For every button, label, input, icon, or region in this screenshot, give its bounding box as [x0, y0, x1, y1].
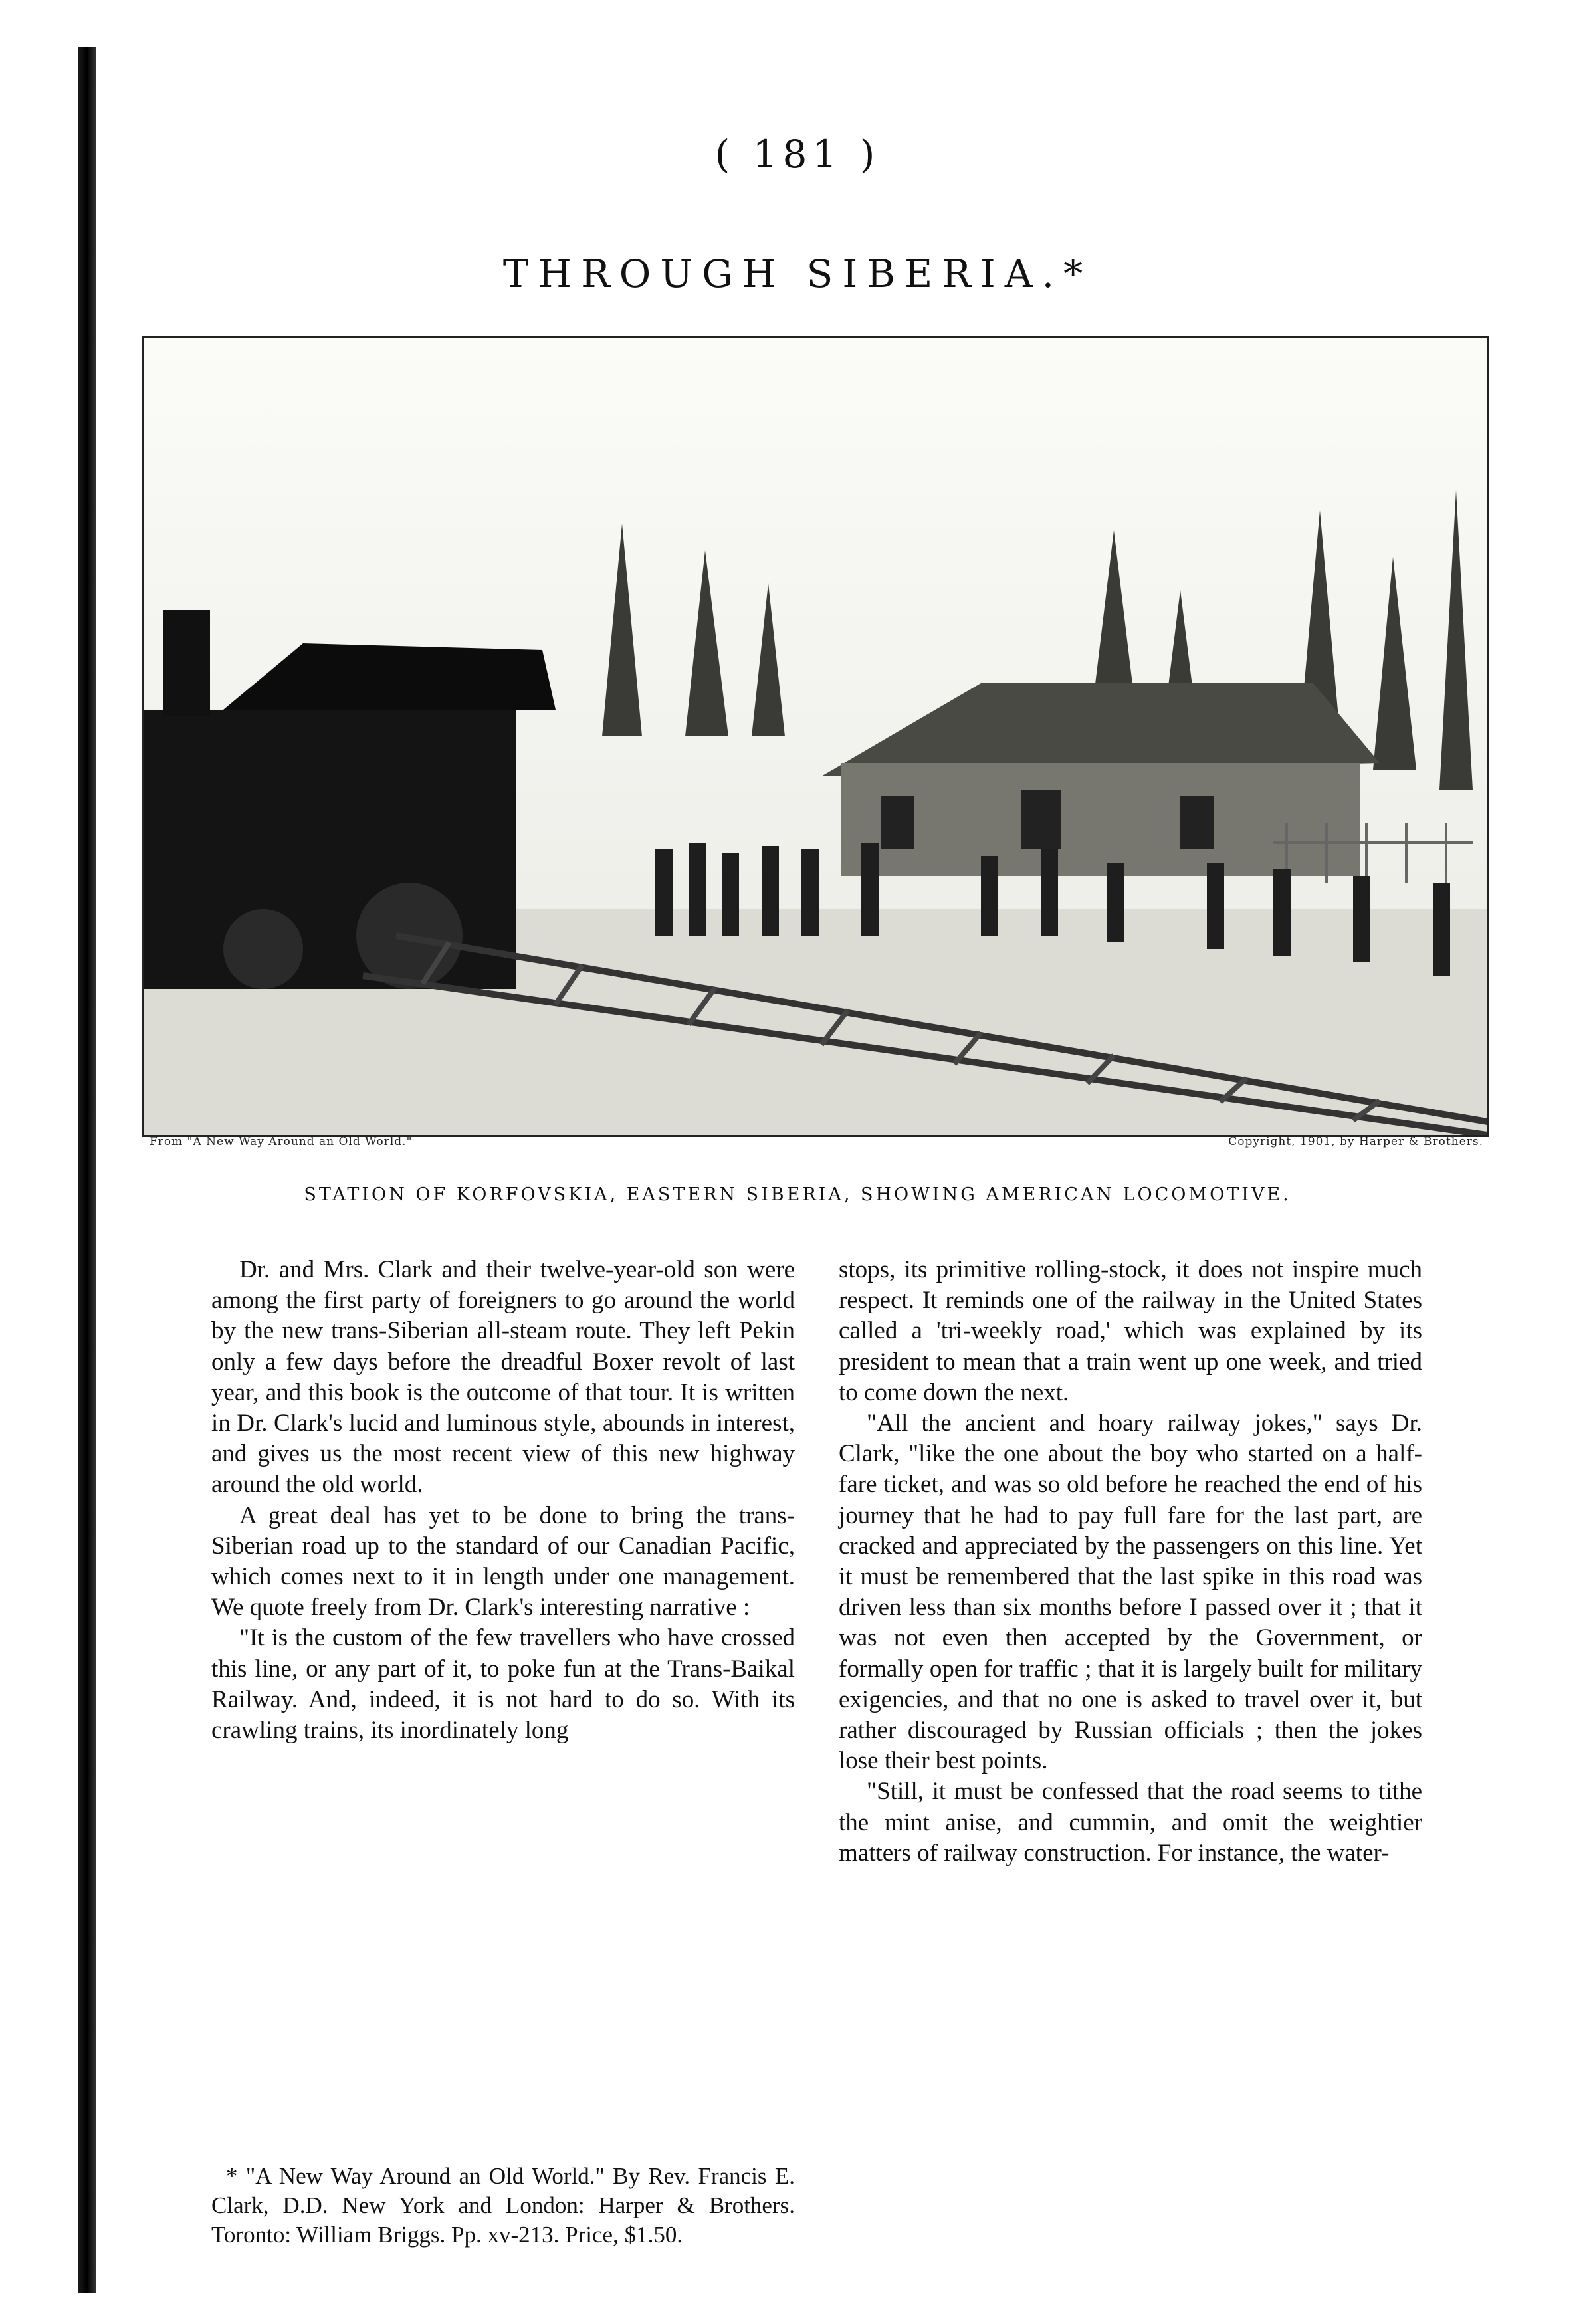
- paragraph-continuation: stops, its primitive rolling-stock, it does not inspire much respect. It reminds one of the railway in the United States called a 'tri-weekly road,' which was explained by its president to mean that a train went up one week, and tried to come down the next.: [839, 1256, 1422, 1406]
- paragraph: "Still, it must be confessed that the road seems to tithe the mint anise, and cummin, and omit the weightier matters of railway construction. For instance, the water-: [839, 1778, 1422, 1867]
- right-text-column: [839, 1255, 1422, 1869]
- paragraph: "All the ancient and hoary railway jokes," says Dr. Clark, "like the one about the boy who started on a half-fare ticket, and was so old before he reached the end of his journey that he had to pay full fare for the last part, are cracked and appreciated by the passengers on this line. Yet it must be remembered that the last spike in this road was driven less than six months before I passed over it ; that it was not even then accepted by the Government, or formally open for traffic ; that it is largely built for military exigencies, and that no one is asked to travel over it, but rather discouraged by Russian officials ; then the jokes lose their best points.: [839, 1410, 1422, 1775]
- article-title: THROUGH SIBERIA.*: [502, 251, 1093, 296]
- paragraph: "It is the custom of the few travellers who have crossed this line, or any part of it, to poke fun at the Trans-Baikal Railway. And, indeed, it is not hard to do so. With its crawling trains, its inordinately long: [211, 1624, 795, 1744]
- photo-copyright-credit: Copyright, 1901, by Harper & Brothers.: [1228, 1135, 1483, 1148]
- page-number: ( 181 ): [714, 132, 881, 177]
- photo-caption: STATION OF KORFOVSKIA, EASTERN SIBERIA, SHOWING AMERICAN LOCOMOTIVE.: [304, 1184, 1291, 1205]
- paragraph: Dr. and Mrs. Clark and their twelve-year-old son were among the first party of foreigners to go around the world by the new trans-Siberian all-steam route. They left Pekin only a few days before the dreadful Boxer revolt of last year, and this book is the outcome of that tour. It is written in Dr. Clark's lucid and luminous style, abounds in interest, and gives us the most recent view of this new highway around the old world.: [211, 1256, 795, 1499]
- station-photograph: [142, 336, 1489, 1137]
- paragraph: A great deal has yet to be done to bring the trans-Siberian road up to the standard of our Canadian Pacific, which comes next to it in length under one management. We quote freely from Dr. Clark's interesting narrative :: [211, 1501, 795, 1622]
- page-binding-edge: [78, 47, 96, 2293]
- photo-source-credit: From "A New Way Around an Old World.": [150, 1135, 413, 1148]
- left-text-column: [211, 1255, 795, 1746]
- book-footnote: * "A New Way Around an Old World." By Rev. Francis E. Clark, D.D. New York and London: Harper & Brothers. Toronto: William Briggs. Pp. xv-213. Price, $1.50.: [211, 2163, 795, 2248]
